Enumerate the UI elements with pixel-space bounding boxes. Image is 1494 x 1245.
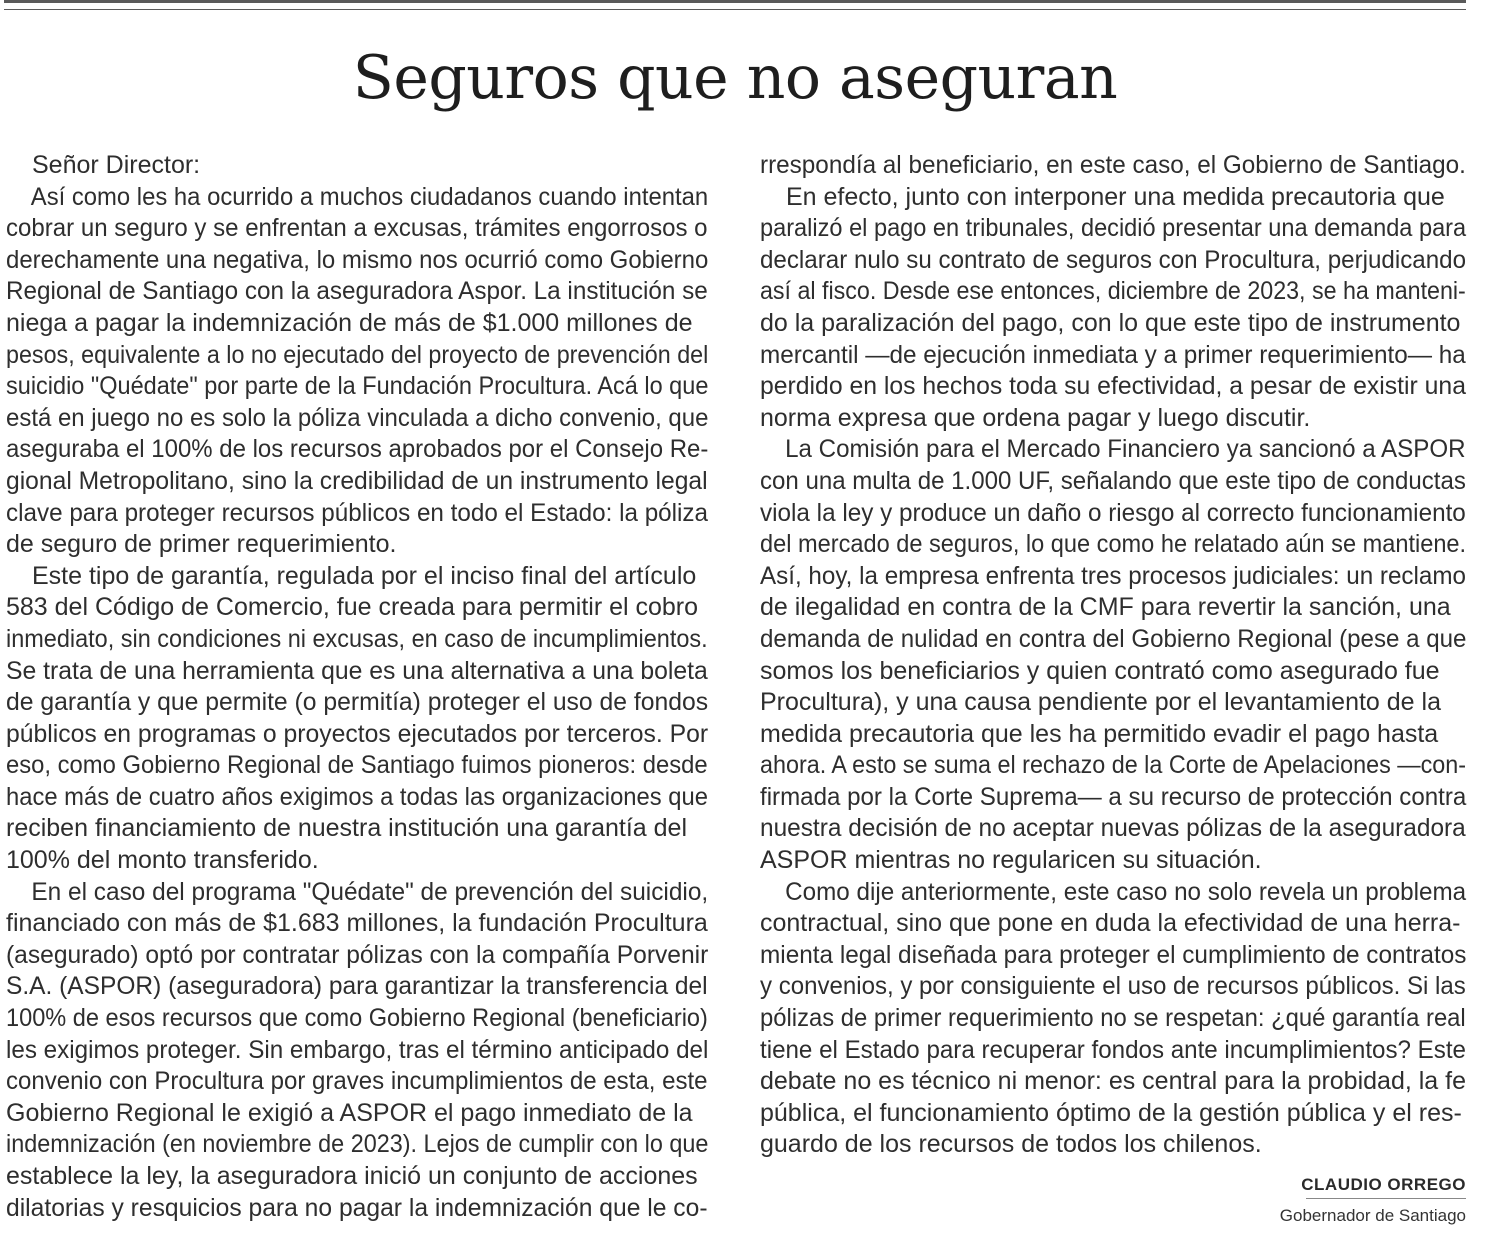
text-line: debate no es técnico ni menor: es central para la probidad, la fe	[760, 1067, 1466, 1096]
text-line: está en juego no es solo la póliza vinculada a dicho convenio, que	[6, 403, 709, 432]
byline-rule	[1306, 1198, 1466, 1199]
text-line: tiene el Estado para recuperar fondos ante incumplimientos? Este	[760, 1035, 1466, 1064]
text-line: guardo de los recursos de todos los chilenos.	[760, 1130, 1262, 1159]
right-column	[760, 150, 1466, 1161]
paragraph	[760, 877, 1466, 1161]
text-line: convenio con Procultura por graves incumplimientos de esta, este	[6, 1067, 708, 1096]
top-rule	[4, 0, 1466, 10]
text-line: pesos, equivalente a lo no ejecutado del proyecto de prevención del	[6, 340, 709, 369]
text-line: Se trata de una herramienta que es una alternativa a una boleta	[6, 656, 708, 685]
text-line: Gobierno Regional le exigió a ASPOR el pago inmediato de la	[6, 1098, 693, 1127]
text-line: mercantil —de ejecución inmediata y a primer requerimiento— ha	[760, 340, 1466, 369]
text-line: pública, el funcionamiento óptimo de la gestión pública y el res-	[760, 1098, 1462, 1127]
text-line: Regional de Santiago con la aseguradora Aspor. La institución se	[6, 277, 708, 306]
author-role: Gobernador de Santiago	[1279, 1206, 1466, 1225]
text-line: paralizó el pago en tribunales, decidió presentar una demanda para	[760, 214, 1467, 243]
text-line: medida precautoria que les ha permitido evadir el pago hasta	[760, 719, 1439, 748]
paragraph	[6, 182, 708, 561]
text-line: firmada por la Corte Suprema— a su recurso de protección contra	[760, 782, 1467, 811]
text-line: La Comisión para el Mercado Financiero ya sancionó a ASPOR	[785, 435, 1466, 464]
paragraph	[6, 150, 708, 182]
text-line: 583 del Código de Comercio, fue creada para permitir el cobro	[6, 593, 699, 622]
text-line: Este tipo de garantía, regulada por el inciso final del artículo	[32, 561, 697, 590]
text-line: de ilegalidad en contra de la CMF para revertir la sanción, una	[760, 593, 1451, 622]
text-line: y convenios, y por consiguiente el uso de recursos públicos. Si las	[760, 972, 1466, 1001]
byline	[760, 1172, 1466, 1230]
text-line: viola la ley y produce un daño o riesgo al correcto funcionamiento	[760, 498, 1466, 527]
paragraph	[760, 182, 1466, 435]
text-line: do la paralización del pago, con lo que este tipo de instrumento	[760, 308, 1461, 337]
text-line: Como dije anteriormente, este caso no solo revela un problema	[785, 877, 1467, 906]
text-line: rrespondía al beneficiario, en este caso, el Gobierno de Santiago.	[760, 151, 1466, 179]
text-line: norma expresa que ordena pagar y luego discutir.	[760, 403, 1311, 432]
text-line: mienta legal diseñada para proteger el cumplimiento de contratos	[760, 940, 1467, 969]
text-line: 100% de esos recursos que como Gobierno Regional (beneficiario)	[6, 1004, 708, 1033]
text-line: perdido en los hechos toda su efectividad, a pesar de existir una	[760, 372, 1466, 401]
text-line: Así, hoy, la empresa enfrenta tres procesos judiciales: un reclamo	[760, 561, 1467, 590]
paragraph	[760, 150, 1466, 182]
text-line: En efecto, junto con interponer una medida precautoria que	[786, 182, 1445, 211]
text-line: financiado con más de $1.683 millones, la fundación Procultura	[6, 909, 708, 938]
text-line: suicidio "Quédate" por parte de la Fundación Procultura. Acá lo que	[6, 372, 709, 401]
text-line: Señor Director:	[32, 151, 201, 179]
text-line: declarar nulo su contrato de seguros con Procultura, perjudicando	[760, 245, 1466, 274]
text-line: así al fisco. Desde ese entonces, diciembre de 2023, se ha manteni-	[760, 277, 1466, 306]
text-line: pólizas de primer requerimiento no se respetan: ¿qué garantía real	[760, 1004, 1466, 1033]
paragraph	[6, 561, 708, 877]
paragraph	[760, 434, 1466, 876]
text-line: ahora. A esto se suma el rechazo de la Corte de Apelaciones —con-	[760, 751, 1467, 780]
text-line: de seguro de primer requerimiento.	[6, 530, 397, 559]
author-name: CLAUDIO ORREGO	[1301, 1175, 1466, 1194]
text-line: gional Metropolitano, sino la credibilidad de un instrumento legal	[6, 466, 708, 495]
text-line: establece la ley, la aseguradora inició un conjunto de acciones	[6, 1162, 698, 1190]
text-line: eso, como Gobierno Regional de Santiago fuimos pioneros: desde	[6, 751, 708, 780]
text-line: inmediato, sin condiciones ni excusas, en caso de incumplimientos.	[6, 624, 708, 653]
text-line: nuestra decisión de no aceptar nuevas pólizas de la aseguradora	[760, 814, 1466, 843]
text-line: S.A. (ASPOR) (aseguradora) para garantizar la transferencia del	[6, 972, 708, 1001]
text-line: con una multa de 1.000 UF, señalando que este tipo de conductas	[760, 466, 1466, 495]
text-line: derechamente una negativa, lo mismo nos ocurrió como Gobierno	[6, 245, 709, 274]
text-line: 100% del monto transferido.	[6, 846, 319, 875]
paragraph	[6, 877, 708, 1225]
text-line: de garantía y que permite (o permitía) proteger el uso de fondos	[6, 688, 709, 717]
text-line: indemnización (en noviembre de 2023). Lejos de cumplir con lo que	[6, 1130, 709, 1159]
text-line: demanda de nulidad en contra del Gobierno Regional (pese a que	[760, 624, 1467, 653]
text-line: aseguraba el 100% de los recursos aprobados por el Consejo Re-	[6, 435, 709, 464]
text-line: les exigimos proteger. Sin embargo, tras el término anticipado del	[6, 1035, 709, 1064]
text-line: clave para proteger recursos públicos en todo el Estado: la póliza	[6, 498, 709, 527]
text-line: públicos en programas o proyectos ejecutados por terceros. Por	[6, 719, 709, 748]
text-line: En el caso del programa "Quédate" de prevención del suicidio,	[31, 877, 709, 906]
text-line: niega a pagar la indemnización de más de $1.000 millones de	[6, 308, 693, 337]
text-line: somos los beneficiarios y quien contrató como asegurado fue	[760, 656, 1440, 685]
text-line: dilatorias y resquicios para no pagar la indemnización que le co-	[6, 1193, 708, 1222]
text-line: reciben financiamiento de nuestra institución una garantía del	[6, 814, 687, 843]
text-line: ASPOR mientras no regularicen su situación.	[760, 846, 1262, 875]
text-line: del mercado de seguros, lo que como he relatado aún se mantiene.	[760, 530, 1467, 559]
headline: Seguros que no aseguran	[352, 43, 1118, 113]
text-line: cobrar un seguro y se enfrentan a excusas, trámites engorrosos o	[6, 214, 708, 243]
text-line: Así como les ha ocurrido a muchos ciudadanos cuando intentan	[30, 182, 709, 211]
text-line: hace más de cuatro años exigimos a todas las organizaciones que	[6, 782, 708, 811]
text-line: Procultura), y una causa pendiente por el levantamiento de la	[760, 688, 1441, 717]
left-column	[6, 150, 708, 1224]
text-line: contractual, sino que pone en duda la efectividad de una herra-	[760, 909, 1461, 938]
text-line: (asegurado) optó por contratar pólizas con la compañía Porvenir	[6, 940, 709, 969]
